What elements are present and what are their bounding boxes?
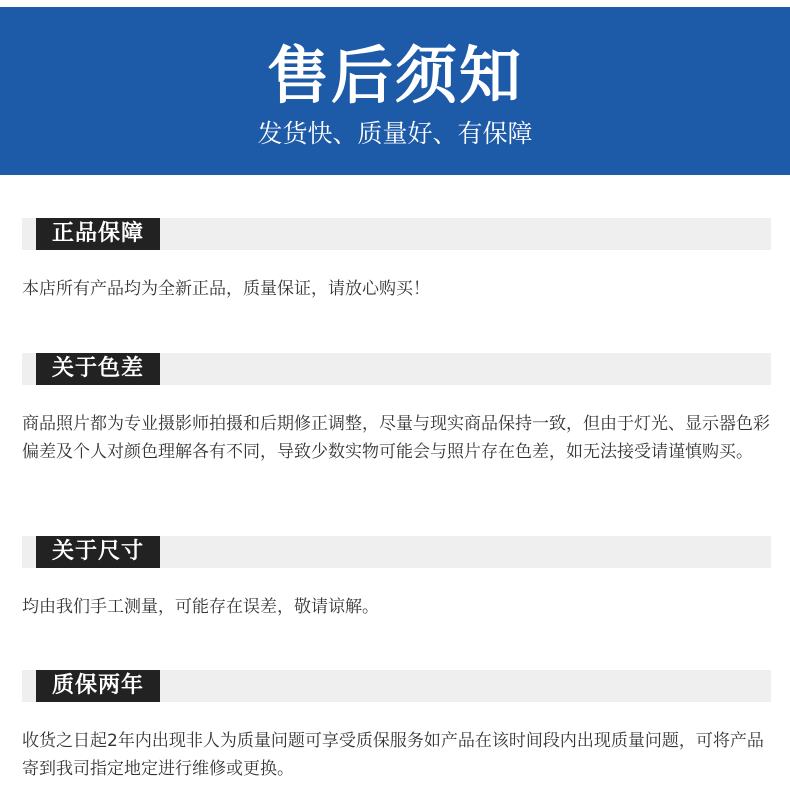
page-subtitle: 发货快、质量好、有保障 — [257, 119, 533, 148]
section-genuine-guarantee — [22, 218, 771, 303]
section-title: 关于尺寸 — [36, 536, 160, 568]
section-color-difference — [22, 353, 771, 466]
section-warranty — [22, 670, 771, 783]
section-title: 正品保障 — [36, 218, 160, 250]
section-text: 本店所有产品均为全新正品，质量保证，请放心购买！ — [22, 279, 430, 299]
section-text: 收货之日起2年内出现非人为质量问题可享受质保服务如产品在该时间段内出现质量问题，可将产品寄到我司指定地定进行维修或更换。 — [22, 731, 764, 779]
section-title: 关于色差 — [36, 353, 160, 385]
page-title: 售后须知 — [266, 39, 523, 112]
section-text: 均由我们手工测量，可能存在误差，敬请谅解。 — [22, 597, 379, 617]
section-header-bar — [22, 536, 771, 568]
header-banner — [0, 7, 790, 175]
section-header-bar — [22, 353, 771, 385]
section-size — [22, 536, 771, 621]
section-header-bar — [22, 218, 771, 250]
section-title: 质保两年 — [36, 670, 160, 702]
section-text: 商品照片都为专业摄影师拍摄和后期修正调整，尽量与现实商品保持一致，但由于灯光、显示器色彩偏差及个人对颜色理解各有不同，导致少数实物可能会与照片存在色差，如无法接受请谨慎购买。 — [22, 414, 770, 462]
section-header-bar — [22, 670, 771, 702]
